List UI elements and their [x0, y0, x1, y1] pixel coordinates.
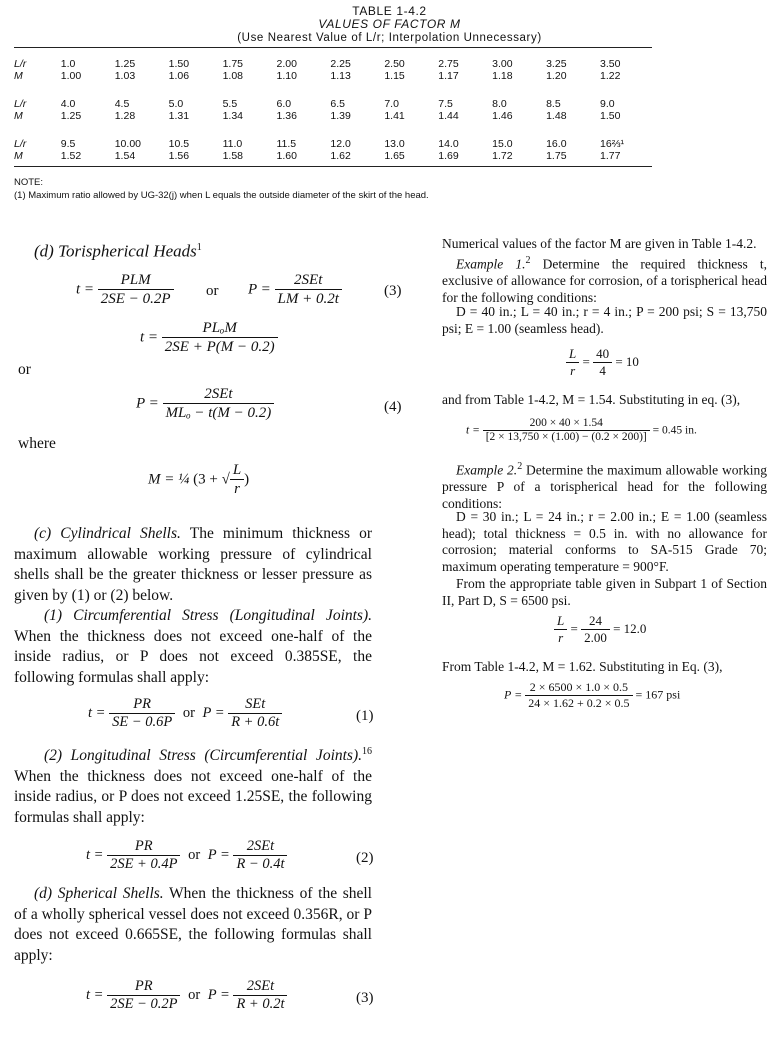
table-cell: 16.0 — [546, 138, 567, 150]
table-cell: 16⅔¹ — [600, 138, 624, 150]
table-cell: 1.69 — [438, 150, 459, 162]
table-cell: 11.0 — [222, 138, 243, 150]
table-top-rule — [14, 47, 652, 48]
table-cell: 1.60 — [276, 150, 297, 162]
where-word: where — [18, 435, 56, 452]
table-cell: 5.5 — [222, 98, 238, 110]
table-cell: 1.18 — [492, 70, 513, 82]
row-label: M — [14, 110, 23, 122]
table-cell: 4.0 — [60, 98, 76, 110]
table-cell: 6.5 — [330, 98, 346, 110]
table-cell: 3.50 — [600, 58, 621, 70]
table-cell: 1.00 — [60, 70, 82, 82]
cylindrical-shells-paragraph: (c) Cylindrical Shells. The minimum thickness or maximum allowable working pressure of cylindrical shells shall be the greater thickness or lesser pressure as given by (1) or (2) below. — [14, 525, 372, 604]
table-cell: 7.0 — [384, 98, 399, 110]
example-2-conditions: D = 30 in.; L = 24 in.; r = 2.00 in.; E = 1.00 (seamless head); total thickness = 0.5 in. with no allowance for corrosion; material conforms to SA-515 Grade 70; maximum operating temperature = 900°F. — [442, 509, 767, 574]
row-label: M — [14, 70, 23, 82]
group-spacer — [14, 122, 654, 138]
table-cell: 2.25 — [330, 58, 351, 70]
equation-4-label: (4) — [384, 399, 402, 415]
table-cell: 1.13 — [330, 70, 351, 82]
table-cell: 1.25 — [60, 110, 82, 122]
table-row — [14, 150, 654, 162]
row-label: L/r — [14, 138, 27, 150]
table-cell: 1.56 — [168, 150, 190, 162]
table-cell: 2.00 — [276, 58, 297, 70]
table-cell: 1.50 — [168, 58, 190, 70]
table-cell: 9.0 — [600, 98, 615, 110]
example-2-calculation: P = $\frac{2 \times 6500 \times 1.0 \times 0.5}{24 \times 1.62 + 0.2 \times 0.5}$ = 167 psi — [504, 680, 681, 710]
or-line: or — [18, 361, 31, 378]
table-cell: 1.15 — [384, 70, 405, 82]
equation-thickness-lo: t = $\frac{\text{PLₒM}}{2SE + P(M - 0.2)}$ — [140, 320, 278, 356]
table-cell: 1.72 — [492, 150, 513, 162]
table-cell: 8.5 — [546, 98, 561, 110]
equation-1: t = $\frac{PR}{SE - 0.6P}$ or P = $\frac{\text{SEt}}{R + 0.6t}$ — [88, 696, 282, 731]
table-cell: 1.22 — [600, 70, 621, 82]
or-word: or — [206, 283, 219, 299]
row-label: L/r — [14, 58, 27, 70]
table-cell: 1.06 — [168, 70, 190, 82]
row-label: L/r — [14, 98, 27, 110]
table-cell: 9.5 — [60, 138, 76, 150]
table-cell: 1.20 — [546, 70, 567, 82]
factor-table — [14, 58, 654, 162]
table-cell: 8.0 — [492, 98, 507, 110]
table-cell: 14.0 — [438, 138, 459, 150]
table-cell: 1.50 — [600, 110, 621, 122]
equation-4-pressure: P = $\frac{\text{2SEt}}{\text{MLₒ − t(M − 0.2)}}$ — [136, 386, 274, 422]
m-formula: M = ¼ (3 + √ $\frac{L}{r}$ ) — [148, 462, 250, 498]
table-cell: 1.54 — [114, 150, 136, 162]
table-note-title: NOTE: — [14, 177, 44, 188]
table-cell: 1.36 — [276, 110, 297, 122]
table-cell: 1.0 — [60, 58, 76, 70]
example-1-conditions: D = 40 in.; L = 40 in.; r = 4 in.; P = 200 psi; S = 13,750 psi; E = 1.00 (seamless head). — [442, 304, 767, 336]
equation-3-thickness: t = $\frac{\text{PLM}}{2SE - 0.2P}$ — [76, 272, 174, 308]
table-cell: 15.0 — [492, 138, 513, 150]
table-cell: 5.0 — [168, 98, 184, 110]
table-row — [14, 70, 654, 82]
equation-3-pressure: P = $\frac{\text{2SEt}}{LM + 0.2t}$ — [248, 272, 342, 308]
table-row — [14, 110, 654, 122]
group-spacer — [14, 82, 654, 98]
intro-text: Numerical values of the factor M are given in Table 1-4.2. — [442, 236, 757, 251]
equation-2: t = $\frac{PR}{2SE + 0.4P}$ or P = $\frac{\text{2SEt}}{R - 0.4t}$ — [86, 838, 287, 873]
table-cell: 3.00 — [492, 58, 513, 70]
table-cell: 1.46 — [492, 110, 513, 122]
example-1-table-ref: and from Table 1-4.2, M = 1.54. Substituting in eq. (3), — [442, 392, 741, 407]
table-cell: 1.03 — [114, 70, 136, 82]
table-cell: 1.58 — [222, 150, 243, 162]
table-cell: 2.50 — [384, 58, 405, 70]
table-cell: 1.44 — [438, 110, 459, 122]
torispherical-heading: (d) Torispherical Heads$^1$ — [34, 241, 202, 261]
table-cell: 11.5 — [276, 138, 297, 150]
table-cell: 1.39 — [330, 110, 351, 122]
table-cell: 10.5 — [168, 138, 190, 150]
table-cell: 1.28 — [114, 110, 136, 122]
table-cell: 3.25 — [546, 58, 567, 70]
table-row — [14, 58, 654, 70]
table-cell: 4.5 — [114, 98, 130, 110]
table-cell: 1.31 — [168, 110, 190, 122]
table-cell: 1.08 — [222, 70, 243, 82]
table-title: VALUES OF FACTOR M — [318, 17, 461, 31]
example-1-paragraph: Example 1.$^2$ Determine the required thickness t, exclusive of allowance for corrosion, of a torispherical head for the following conditions: — [442, 255, 767, 305]
table-cell: 1.41 — [384, 110, 405, 122]
example-2-table-ref: From Table 1-4.2, M = 1.62. Substituting in Eq. (3), — [442, 659, 723, 674]
table-cell: 1.17 — [438, 70, 459, 82]
table-cell: 13.0 — [384, 138, 405, 150]
equation-2-label: (2) — [356, 850, 374, 866]
table-cell: 1.62 — [330, 150, 351, 162]
table-cell: 12.0 — [330, 138, 351, 150]
table-cell: 1.52 — [60, 150, 82, 162]
table-row — [14, 138, 654, 150]
table-cell: 7.5 — [438, 98, 453, 110]
row-label: M — [14, 150, 23, 162]
circumferential-stress-paragraph: (1) Circumferential Stress (Longitudinal Joints). When the thickness does not exceed one-half of the inside radius, or P does not exceed 0.385SE, the following formulas shall apply: — [14, 607, 372, 686]
equation-1-label: (1) — [356, 708, 374, 724]
table-cell: 1.75 — [222, 58, 243, 70]
table-row — [14, 98, 654, 110]
table-cell: 1.34 — [222, 110, 243, 122]
table-cell: 1.65 — [384, 150, 405, 162]
table-cell: 1.77 — [600, 150, 621, 162]
table-cell: 6.0 — [276, 98, 292, 110]
equation-spherical-label: (3) — [356, 990, 374, 1006]
example-2-paragraph: Example 2.$^2$ Determine the maximum allowable working pressure P of a torispherical head for the following conditions: — [442, 461, 767, 511]
table-note-text: (1) Maximum ratio allowed by UG-32(j) when L equals the outside diameter of the skirt of the head. — [14, 190, 429, 201]
equation-spherical: t = $\frac{PR}{2SE - 0.2P}$ or P = $\frac{\text{2SEt}}{R + 0.2t}$ — [86, 978, 287, 1013]
table-cell: 1.75 — [546, 150, 567, 162]
table-cell: 1.25 — [114, 58, 136, 70]
table-cell: 10.00 — [114, 138, 141, 150]
example-2-ratio: $\frac{L}{r}$ = $\frac{24}{2.00}$ = 12.0 — [554, 614, 646, 646]
table-bottom-rule — [14, 166, 652, 167]
example-2-source: From the appropriate table given in Subpart 1 of Section II, Part D, S = 6500 psi. — [442, 576, 767, 608]
table-cell: 1.10 — [276, 70, 297, 82]
example-1-calculation: t = $\frac{200 \times 40 \times 1.54}{[2 \times 13,750 \times (1.00) - (0.2 \times 200)]}$ = 0.45 in. — [466, 417, 697, 444]
table-subtitle: (Use Nearest Value of L/r; Interpolation Unnecessary) — [237, 32, 542, 44]
spherical-shells-paragraph: (d) Spherical Shells. When the thickness of the shell of a wholly spherical vessel does not exceed 0.356R, or P does not exceed 0.665SE, the following formulas shall apply: — [14, 885, 372, 964]
table-cell: 2.75 — [438, 58, 459, 70]
equation-3-label: (3) — [384, 283, 402, 299]
example-1-ratio: $\frac{L}{r}$ = $\frac{40}{4}$ = 10 — [566, 347, 639, 379]
longitudinal-stress-paragraph: (2) Longitudinal Stress (Circumferential Joints).$^{16}$ When the thickness does not exceed one-half of the inside radius, or P does not exceed 1.25SE, the following formulas shall apply: — [14, 746, 372, 826]
table-number: TABLE 1-4.2 — [352, 4, 427, 18]
table-cell: 1.48 — [546, 110, 567, 122]
